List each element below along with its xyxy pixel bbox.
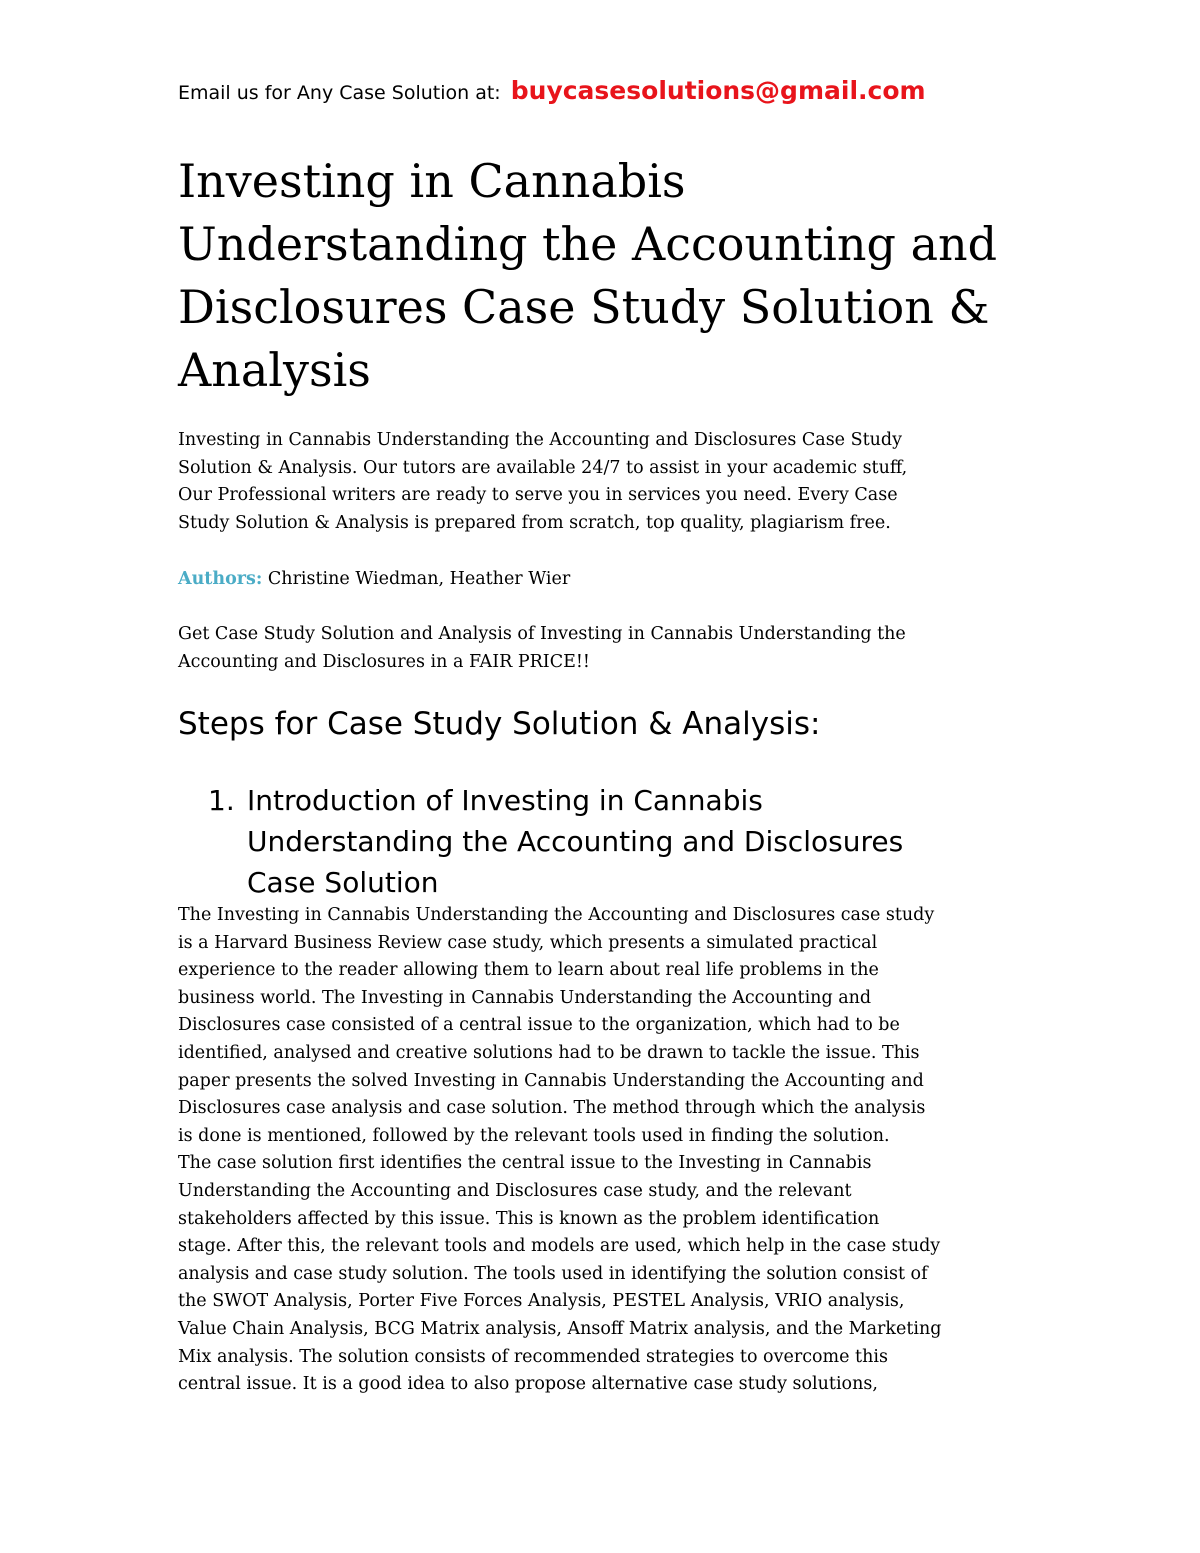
main-line: business world. The Investing in Cannabis Understanding the Accounting and bbox=[178, 987, 872, 1008]
title-line: Disclosures Case Study Solution & bbox=[178, 280, 990, 334]
fair-price-line: Accounting and Disclosures in a FAIR PRICE!! bbox=[178, 651, 590, 672]
fair-price-line: Get Case Study Solution and Analysis of Investing in Cannabis Understanding the bbox=[178, 624, 906, 644]
authors-line bbox=[178, 566, 570, 594]
step-title-line: Case Solution bbox=[247, 866, 439, 899]
main-line: is a Harvard Business Review case study, which presents a simulated practical bbox=[178, 932, 878, 953]
email-contact-line bbox=[178, 76, 926, 105]
main-line: Understanding the Accounting and Disclosures case study, and the relevant bbox=[178, 1180, 852, 1201]
email-address-link[interactable]: buycasesolutions@gmail.com bbox=[510, 76, 926, 105]
main-paragraph bbox=[178, 902, 941, 1399]
intro-line: Our Professional writers are ready to serve you in services you need. Every Case bbox=[178, 485, 898, 506]
step-title bbox=[247, 780, 903, 903]
intro-paragraph bbox=[178, 427, 907, 537]
fair-price-paragraph bbox=[178, 621, 906, 676]
main-line: The Investing in Cannabis Understanding the Accounting and Disclosures case study bbox=[178, 905, 935, 925]
intro-line: Solution & Analysis. Our tutors are available 24/7 to assist in your academic stuff, bbox=[178, 457, 908, 478]
intro-line: Investing in Cannabis Understanding the Accounting and Disclosures Case Study bbox=[178, 430, 902, 450]
main-line: analysis and case study solution. The tools used in identifying the solution consist of bbox=[178, 1263, 928, 1284]
step-number: 1. bbox=[208, 784, 235, 817]
title-line: Investing in Cannabis bbox=[178, 154, 686, 208]
authors-label: Authors: bbox=[178, 569, 263, 589]
main-line: Disclosures case analysis and case solution. The method through which the analysis bbox=[178, 1098, 926, 1119]
document-title bbox=[178, 150, 1018, 402]
main-line: Disclosures case consisted of a central issue to the organization, which had to be bbox=[178, 1015, 900, 1036]
intro-line: Study Solution & Analysis is prepared from scratch, top quality, plagiarism free. bbox=[178, 512, 891, 533]
main-line: central issue. It is a good idea to also propose alternative case study solutions, bbox=[178, 1374, 878, 1395]
title-line: Understanding the Accounting and bbox=[178, 217, 998, 271]
main-line: paper presents the solved Investing in Cannabis Understanding the Accounting and bbox=[178, 1070, 924, 1091]
main-line: stakeholders affected by this issue. This is known as the problem identification bbox=[178, 1208, 880, 1229]
main-line: stage. After this, the relevant tools and models are used, which help in the case study bbox=[178, 1236, 941, 1257]
steps-heading: Steps for Case Study Solution & Analysis: bbox=[178, 706, 821, 742]
main-line: The case solution first identifies the central issue to the Investing in Cannabis bbox=[178, 1153, 872, 1174]
email-prompt: Email us for Any Case Solution at: bbox=[178, 82, 501, 104]
main-line: is done is mentioned, followed by the relevant tools used in finding the solution. bbox=[178, 1125, 890, 1146]
authors-names: Christine Wiedman, Heather Wier bbox=[267, 569, 571, 589]
main-line: identified, analysed and creative solutions had to be drawn to tackle the issue. This bbox=[178, 1042, 920, 1063]
main-line: Value Chain Analysis, BCG Matrix analysis, Ansoff Matrix analysis, and the Marketing bbox=[178, 1318, 942, 1339]
main-line: Mix analysis. The solution consists of recommended strategies to overcome this bbox=[178, 1346, 888, 1367]
step-title-line: Understanding the Accounting and Disclosures bbox=[247, 825, 904, 858]
title-line: Analysis bbox=[178, 343, 371, 397]
main-line: the SWOT Analysis, Porter Five Forces Analysis, PESTEL Analysis, VRIO analysis, bbox=[178, 1291, 905, 1312]
main-line: experience to the reader allowing them to learn about real life problems in the bbox=[178, 960, 879, 981]
step-title-line: Introduction of Investing in Cannabis bbox=[247, 784, 763, 817]
